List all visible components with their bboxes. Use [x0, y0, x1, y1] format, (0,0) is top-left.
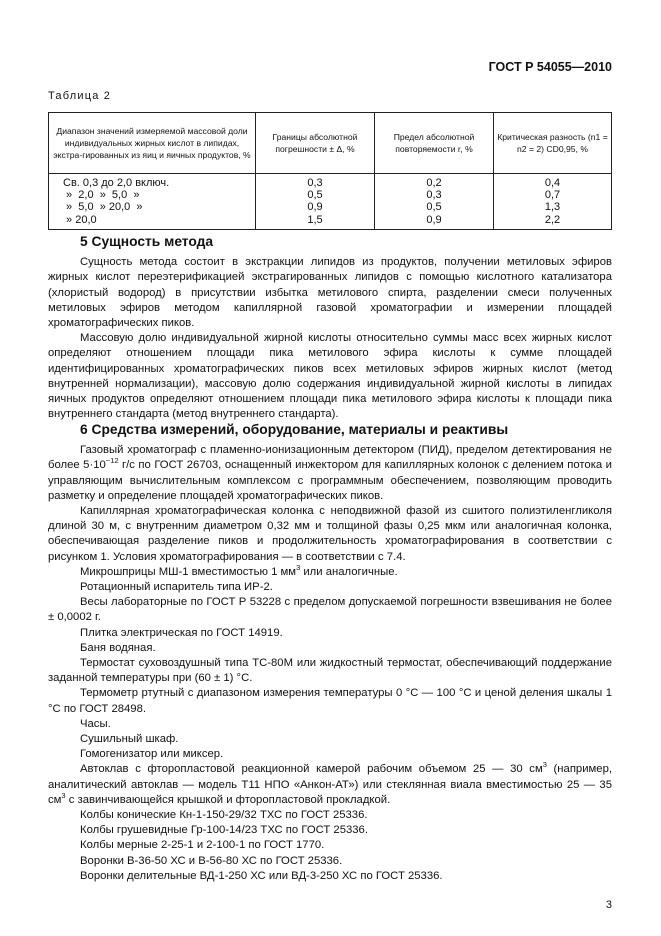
text-run: Термометр ртутный с диапазоном измерения температуры 0 °С — 100 °С и ценой деления шкалы 1 °С по ГОСТ 28498.	[48, 687, 612, 715]
paragraph	[48, 762, 612, 808]
superscript: −12	[105, 456, 119, 466]
text-run: Сушильный шкаф.	[80, 733, 179, 746]
paragraph	[48, 732, 612, 747]
text-run: Гомогенизатор или миксер.	[80, 748, 224, 761]
text-run: Микрошприцы МШ-1 вместимостью 1 мм	[80, 565, 297, 578]
table-cell: 2,2	[494, 214, 612, 230]
table-cell: » 2,0 » 5,0 »	[49, 189, 256, 201]
section-title: 6 Средства измерений, оборудование, материалы и реактивы	[80, 422, 509, 437]
superscript: 3	[542, 760, 547, 770]
text-run: Колбы конические Кн-1-150-29/32 ТХС по ГОСТ 25336.	[80, 809, 368, 822]
text-run: Термостат суховоздушный типа ТС-80М или жидкостный термостат, обеспечивающий поддержание заданной температуры при (60 ± 1) °С.	[48, 657, 612, 685]
text-run: или аналогичные.	[300, 565, 398, 578]
paragraph	[48, 331, 612, 422]
text-run: с завинчивающейся крышкой и фторопластовой прокладкой.	[65, 793, 391, 806]
paragraph	[48, 686, 612, 716]
table-cell: 0,5	[375, 201, 494, 213]
page-number: 3	[605, 899, 612, 911]
section-5	[48, 234, 612, 422]
table-cell: 1,3	[494, 201, 612, 213]
table-cell: 0,4	[494, 174, 612, 190]
text-run: Колбы мерные 2-25-1 и 2-100-1 по ГОСТ 1770.	[80, 839, 325, 852]
paragraph	[48, 443, 612, 504]
section-title: 5 Сущность метода	[80, 234, 214, 249]
document-id: ГОСТ Р 54055—2010	[488, 60, 612, 74]
superscript: 3	[296, 563, 301, 573]
paragraph	[48, 808, 612, 823]
paragraph	[48, 255, 612, 331]
section-6	[48, 422, 612, 884]
header-repeatability: Предел абсолютной повторяемости r, %	[375, 113, 494, 174]
paragraph	[48, 595, 612, 625]
text-run: Массовую долю индивидуальной жирной кислоты относительно суммы масс всех жирных кислот определяют отношением площади пика метилового эфира кислоты к сумме площадей идентифицированных хроматографических пиков всех метиловых эфиров жирных кислот (метод внутренней нормализации), массовую долю содержания индивидуальной жирной кислоты в липидах яичных продуктов определяют отношением площади пика метилового эфира кислоты к площади пика внутреннего стандарта (метод внутреннего стандарта).	[48, 332, 612, 421]
paragraph	[48, 656, 612, 686]
header-range: Диапазон значений измеряемой массовой доли индивидуальных жирных кислот в липидах, экстра-гированных из яиц и яичных продуктов, %	[49, 113, 256, 174]
table-cell: Св. 0,3 до 2,0 включ.	[49, 174, 256, 190]
text-run: г/с по ГОСТ 26703, оснащенный инжектором для капиллярных колонок с делением потока и управляющим вычислительным комплексом с программным обеспечением, позволяющим проводить разметку и определение площадей хроматографических пиков.	[48, 459, 612, 502]
text-run: Баня водяная.	[80, 641, 156, 654]
text-run: Газовый хроматограф с пламенно-ионизационным детектором (ПИД), пределом детектирования не более 5·10	[48, 444, 612, 472]
superscript: 3	[61, 791, 66, 801]
table-cell: 0,3	[256, 174, 375, 190]
paragraph	[48, 565, 612, 580]
table-cell: 1,5	[256, 214, 375, 230]
text-run: Воронки делительные ВД-1-250 ХС или ВД-3-250 ХС по ГОСТ 25336.	[80, 869, 443, 882]
text-run: Часы.	[80, 717, 111, 730]
precision-table	[48, 112, 612, 230]
table-row	[49, 189, 612, 201]
text-run: Весы лабораторные по ГОСТ Р 53228 с пределом допускаемой погрешности взвешивания не более ± 0,0002 г.	[48, 596, 612, 624]
paragraph	[48, 854, 612, 869]
table-row	[49, 174, 612, 190]
paragraph	[48, 580, 612, 595]
paragraph	[48, 823, 612, 838]
paragraph	[48, 869, 612, 884]
text-run: Воронки В-36-50 ХС и В-56-80 ХС по ГОСТ 25336.	[80, 854, 343, 867]
paragraph	[48, 641, 612, 656]
table-row	[49, 201, 612, 213]
text-run: Капиллярная хроматографическая колонка с неподвижной фазой из сшитого полиэтиленгликоля длиной 30 м, с внутренним диаметром 0,32 мм и толщиной фазы 0,25 мкм или аналогичная колонка, обеспечивающая разделение пиков и продолжительность хроматографирования в соответствии с рисунком 1. Условия хроматографирования — в соответствии с 7.4.	[48, 505, 612, 563]
paragraph	[48, 626, 612, 641]
table-header-row	[49, 113, 612, 174]
table-cell: 0,2	[375, 174, 494, 190]
table-cell: 0,9	[256, 201, 375, 213]
paragraph	[48, 504, 612, 565]
table-cell: 0,3	[375, 189, 494, 201]
table-cell: » 5,0 » 20,0 »	[49, 201, 256, 213]
header-critical-difference: Критическая разность (n1 = n2 = 2) CD0,95, %	[494, 113, 612, 174]
table-cell: 0,7	[494, 189, 612, 201]
text-run: Колбы грушевидные Гр-100-14/23 ТХС по ГОСТ 25336.	[80, 824, 368, 837]
table-caption: Таблица 2	[48, 90, 112, 102]
table-cell: 0,5	[256, 189, 375, 201]
paragraph	[48, 717, 612, 732]
text-run: Плитка электрическая по ГОСТ 14919.	[80, 626, 283, 639]
table-cell: » 20,0	[49, 214, 256, 230]
paragraph	[48, 838, 612, 853]
text-run: Ротационный испаритель типа ИР-2.	[80, 581, 273, 594]
table-cell: 0,9	[375, 214, 494, 230]
paragraph	[48, 747, 612, 762]
table-row	[49, 214, 612, 230]
text-run: (например, аналитический автоклав — модель Т11 НПО «Анкон-АТ») или стеклянная виала вместимостью 25 — 35 см	[48, 763, 612, 806]
text-run: Автоклав с фторопластовой реакционной камерой рабочим объемом 25 — 30 см	[80, 763, 543, 776]
text-run: Сущность метода состоит в экстракции липидов из продуктов, получении метиловых эфиров жирных кислот переэтерификацией экстрагированных липидов с помощью кислотного катализатора (хлористый водород) в присутствии избытка метилового спирта, разделении смеси полученных метиловых эфиров методом капиллярной газовой хроматографии и измерении площадей хроматографических пиков.	[48, 256, 612, 330]
header-error: Границы абсолютной погрешности ± Δ, %	[256, 113, 375, 174]
